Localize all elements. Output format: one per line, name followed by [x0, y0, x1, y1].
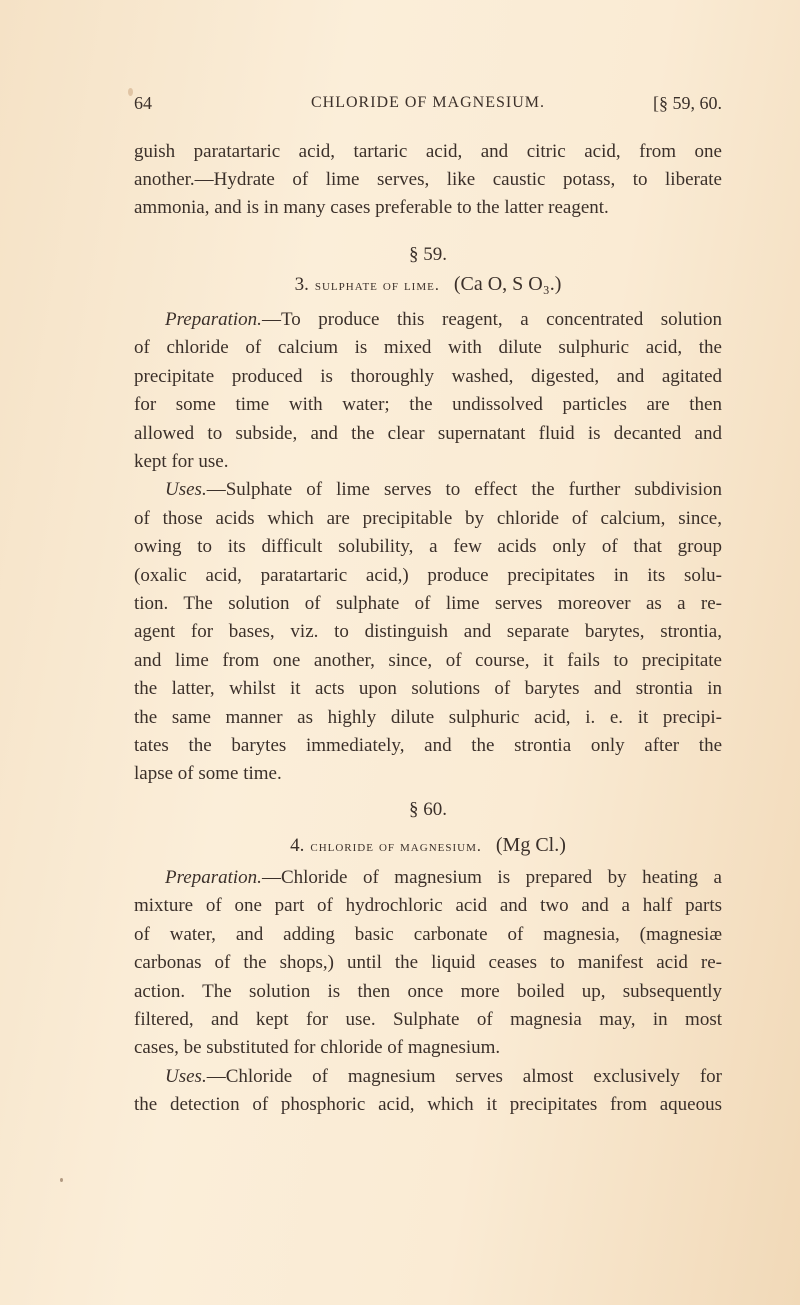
text-line: carbonas of the shops,) until the liquid ceases to manifest acid re-	[134, 952, 722, 974]
text-line: kept for use.	[134, 451, 229, 472]
text-line: action. The solution is then once more boiled up, subsequently	[134, 980, 722, 1002]
paragraph-first-line	[165, 866, 722, 890]
text-line: for some time with water; the undissolved particles are then	[134, 394, 722, 416]
text-line: mixture of one part of hydrochloric acid and two and a half parts	[134, 895, 722, 917]
section-mark: § 60.	[409, 799, 447, 820]
text-line: filtered, and kept for use. Sulphate of magnesia may, in most	[134, 1009, 722, 1030]
text-line: (oxalic acid, paratartaric acid,) produce precipitates in its solu-	[134, 564, 722, 586]
section-number: 3.	[294, 274, 309, 295]
paragraph-first-line	[165, 1065, 722, 1089]
line-text: —Sulphate of lime serves to effect the further subdivision	[206, 479, 722, 501]
text-line: another.—Hydrate of lime serves, like caustic potass, to liberate	[134, 169, 722, 190]
text-line: owing to its difficult solubility, a few acids only of that group	[134, 536, 722, 558]
text-line: lapse of some time.	[134, 763, 282, 785]
section-mark: § 59.	[409, 244, 447, 265]
paragraph-label: Preparation.	[165, 867, 262, 888]
text-line: tates the barytes immediately, and the strontia only after the	[134, 735, 722, 756]
chemical-formula: (Mg Cl.)	[495, 834, 566, 856]
text-line: of water, and adding basic carbonate of magnesia, (magnesiæ	[134, 923, 722, 945]
text-line: allowed to subside, and the clear supernatant fluid is decanted and	[134, 422, 722, 444]
section-title: sulphate of lime.	[314, 277, 440, 294]
section-number: 4.	[290, 835, 305, 856]
text-line: the latter, whilst it acts upon solutions of barytes and strontia in	[134, 678, 722, 700]
text-line: and lime from one another, since, of course, it fails to precipitate	[134, 649, 722, 671]
paragraph-label: Preparation.	[165, 309, 262, 330]
paragraph-label: Uses.	[165, 1065, 207, 1087]
text-line: the same manner as highly dilute sulphuric acid, i. e. it precipi-	[134, 706, 722, 728]
paper-stain	[128, 88, 133, 96]
line-text: —Chloride of magnesium is prepared by heating a	[261, 867, 722, 888]
section-title: chloride of magnesium.	[310, 838, 482, 855]
running-title: CHLORIDE OF MAGNESIUM.	[310, 94, 545, 111]
text-line: agent for bases, viz. to distinguish and separate barytes, strontia,	[134, 621, 722, 643]
paper-stain	[60, 1178, 63, 1182]
chemical-formula: (Ca O, S O₃.)	[453, 273, 562, 295]
text-line: precipitate produced is thoroughly washed, digested, and agitated	[134, 365, 722, 387]
running-header	[134, 93, 722, 117]
paragraph-first-line	[165, 478, 722, 502]
text-line: tion. The solution of sulphate of lime serves moreover as a re-	[134, 593, 722, 614]
text-line: cases, be substituted for chloride of magnesium.	[134, 1037, 501, 1059]
section-reference: [§ 59, 60.	[653, 93, 722, 113]
section-heading	[134, 272, 722, 296]
page-number: 64	[134, 93, 152, 113]
paragraph-first-line	[165, 308, 722, 332]
text-line: of those acids which are precipitable by chloride of calcium, since,	[134, 507, 722, 529]
text-line: the detection of phosphoric acid, which it precipitates from aqueous	[134, 1094, 722, 1116]
line-text: —Chloride of magnesium serves almost exclusively for	[206, 1065, 722, 1087]
line-text: —To produce this reagent, a concentrated solution	[261, 309, 722, 330]
text-line: ammonia, and is in many cases preferable to the latter reagent.	[134, 197, 609, 218]
text-line: of chloride of calcium is mixed with dilute sulphuric acid, the	[134, 337, 722, 359]
text-line: guish paratartaric acid, tartaric acid, and citric acid, from one	[134, 141, 722, 162]
section-heading	[134, 833, 722, 857]
paragraph-label: Uses.	[165, 479, 207, 501]
